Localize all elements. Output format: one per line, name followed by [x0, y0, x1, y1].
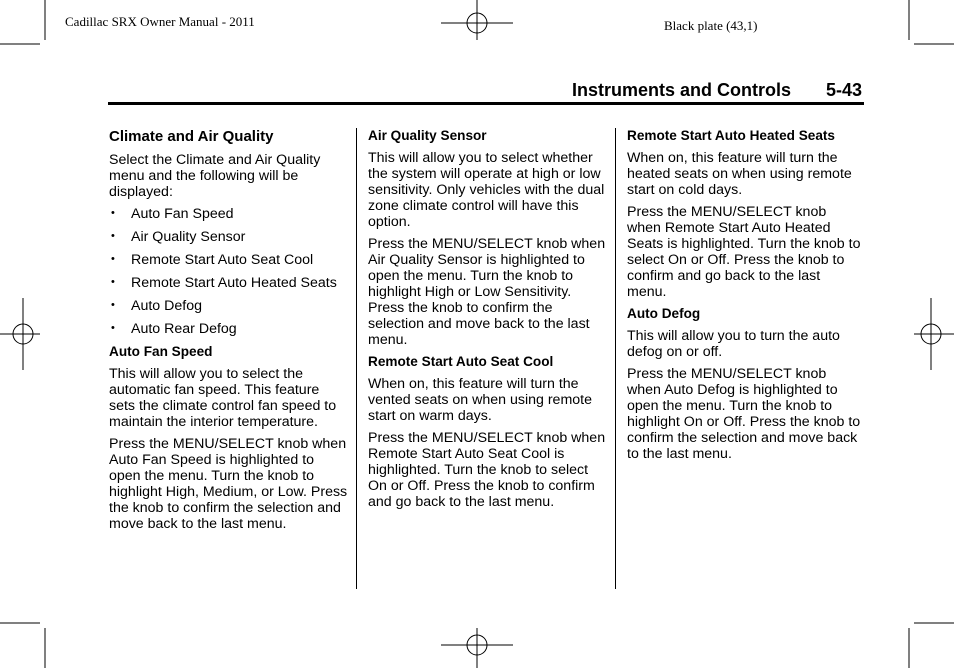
section-title: Instruments and Controls	[572, 80, 792, 100]
column-divider	[356, 128, 357, 589]
paragraph: Press the MENU/SELECT knob when Auto Defog is highlighted to open the menu. Turn the knob to highlight On or Off. Press the knob to confirm the selection and move back to the last menu.	[627, 366, 861, 462]
plate-label: Black plate (43,1)	[664, 18, 758, 33]
list-item	[109, 298, 349, 314]
list-item	[109, 252, 349, 268]
paragraph: This will allow you to select the automatic fan speed. This feature sets the climate control fan speed to maintain the interior temperature.	[109, 366, 337, 430]
registration-mark-left	[0, 298, 40, 370]
subheading: Remote Start Auto Heated Seats	[627, 128, 835, 143]
bullet-icon: •	[111, 207, 115, 219]
registration-mark-top	[441, 0, 513, 40]
heading: Climate and Air Quality	[109, 128, 274, 145]
paragraph: Select the Climate and Air Quality menu and the following will be displayed:	[109, 152, 321, 200]
list-item-text: Auto Rear Defog	[131, 321, 237, 337]
paragraph: When on, this feature will turn the heated seats on when using remote start on cold days.	[627, 150, 852, 198]
paragraph: Press the MENU/SELECT knob when Remote Start Auto Seat Cool is highlighted. Turn the knob to select On or Off. Press the knob to confirm and go back to the last menu.	[368, 430, 606, 510]
column-divider	[615, 128, 616, 589]
list-item-text: Remote Start Auto Seat Cool	[131, 252, 314, 268]
list-item-text: Auto Defog	[131, 298, 202, 314]
list-item-text: Auto Fan Speed	[131, 206, 234, 222]
paragraph: Press the MENU/SELECT knob when Air Quality Sensor is highlighted to open the menu. Turn the knob to highlight High or Low Sensitivity. Press the knob to confirm the selection and move back to the last menu.	[368, 236, 606, 348]
registration-mark-bottom	[441, 628, 513, 668]
text-column-1	[109, 128, 349, 538]
subheading: Remote Start Auto Seat Cool	[368, 354, 554, 369]
page-number: 5-43	[826, 80, 863, 100]
paragraph: Press the MENU/SELECT knob when Remote Start Auto Heated Seats is highlighted. Turn the knob to select On or Off. Press the knob to confirm and go back to the last menu.	[627, 204, 861, 300]
manual-title: Cadillac SRX Owner Manual - 2011	[65, 14, 255, 29]
list-item	[109, 321, 349, 337]
subheading: Auto Defog	[627, 306, 701, 321]
list-item-text: Air Quality Sensor	[131, 229, 246, 245]
registration-mark-right	[914, 298, 954, 370]
text-column-3	[627, 128, 863, 468]
subheading: Air Quality Sensor	[368, 128, 487, 143]
list-item	[109, 275, 349, 291]
bullet-icon: •	[111, 322, 115, 334]
list-item-text: Remote Start Auto Heated Seats	[131, 275, 337, 291]
text-column-2	[368, 128, 608, 516]
paragraph: When on, this feature will turn the vented seats on when using remote start on warm days.	[368, 376, 592, 424]
bullet-list	[109, 206, 349, 337]
paragraph: This will allow you to select whether the system will operate at high or low sensitivity. Only vehicles with the dual zone climate control will have this option.	[368, 150, 605, 230]
subheading: Auto Fan Speed	[109, 344, 213, 359]
paragraph: This will allow you to turn the auto defog on or off.	[627, 328, 840, 360]
bullet-icon: •	[111, 253, 115, 265]
header-rule	[108, 102, 864, 105]
list-item	[109, 229, 349, 245]
list-item	[109, 206, 349, 222]
bullet-icon: •	[111, 276, 115, 288]
bullet-icon: •	[111, 230, 115, 242]
paragraph: Press the MENU/SELECT knob when Auto Fan Speed is highlighted to open the menu. Turn the knob to highlight High, Medium, or Low. Press the knob to confirm the selection and move back to the last menu.	[109, 436, 348, 532]
bullet-icon: •	[111, 299, 115, 311]
